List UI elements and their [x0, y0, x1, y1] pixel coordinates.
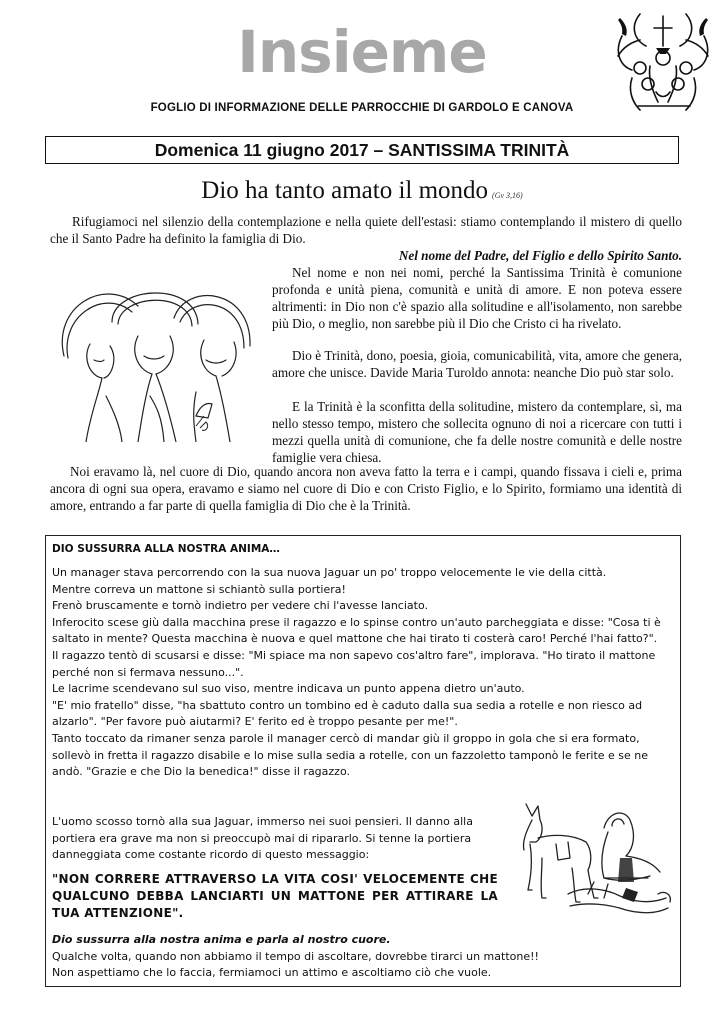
- article-paragraph-4: E la Trinità è la sconfitta della solitudine, mistero da contemplare, sì, ma nello stesso tempo, mistero che sollecita ognuno di noi a ricercare con tutti i mezzi quella unità di comunione, che fa delle nostre comunità e delle nostre famiglie vera chiesa.: [272, 399, 682, 466]
- article-paragraph-5: Noi eravamo là, nel cuore di Dio, quando ancora non aveva fatto la terra e i campi, quando fissava i cieli e, prima ancora di ogni sua opera, eravamo e siamo nel cuore di Dio e con Cristo Figlio, e lo Spirito, formiamo una identità di amore, entrando a far parte di quella famiglia di Dio che è la Trinità.: [50, 464, 682, 514]
- story-line: Tanto toccato da rimaner senza parole il manager cercò di mandar giù il groppo in gola che si era formato, sollevò in fretta il ragazzo disabile e lo mise sulla sedia a rotelle, con un fazzoletto tamponò le ferite e se ne andò. "Grazie e che Dio la benedica!" disse il ragazzo.: [52, 731, 649, 779]
- trinity-drawing: [46, 266, 262, 442]
- story-aftermath-text: L'uomo scosso tornò alla sua Jaguar, immerso nei suoi pensieri. Il danno alla portiera era grave ma non si preoccupò mai di ripararlo. Si tenne la portiera danneggiata come costante ricordo di questo messaggio:: [52, 815, 473, 862]
- article-title: [0, 176, 724, 211]
- article-paragraph-3: Dio è Trinità, dono, poesia, gioia, comunicabilità, vita, amore che genera, amore che unisce. Davide Maria Turoldo annota: neanche Dio può star solo.: [272, 348, 682, 381]
- parish-logo-icon: [610, 6, 716, 114]
- story-line: "E' mio fratello" disse, "ha sbattuto contro un tombino ed è caduto dalla sua sedia a rotelle e non riesco ad alzarlo". "Per favore può aiutarmi? E' ferito ed è troppo pesante per me!".: [52, 698, 643, 729]
- story-ending-emphasis: Dio sussurra alla nostra anima e parla al nostro cuore.: [52, 933, 391, 946]
- story-ending-line: Non aspettiamo che lo faccia, fermiamoci un attimo e ascoltiamo ciò che vuole.: [52, 966, 492, 980]
- story-line: Le lacrime scendevano sul suo viso, mentre indicava un punto appena dietro un'auto.: [52, 682, 525, 696]
- article-paragraph-2: Nel nome e non nei nomi, perché la Santissima Trinità è comunione profonda e unità piena, comunità e unità di amore. E non poteva essere altrimenti: in Dio non c'è spazio alla solitudine e all'isolamento, non sarebbe più Dio, o meglio, non sarebbe più il Dio che Cristo ci ha rivelato.: [272, 265, 682, 332]
- story-line: Un manager stava percorrendo con la sua nuova Jaguar un po' troppo velocemente le vie della città.: [52, 566, 607, 579]
- story-line: Inferocito scese giù dalla macchina prese il ragazzo e lo spinse contro un'auto parcheggiata e disse: "Cosa ti è saltato in mente? Questa macchina è nuova e quel mattone che hai tirato ti costerà caro! Perché l'hai fatto?".: [52, 615, 661, 646]
- story-line: Il ragazzo tentò di scusarsi e disse: "Mi spiace ma non sapevo cos'altro fare", implorava. "Ho tirato il mattone perché non si fermava nessuno...".: [52, 648, 656, 679]
- article-title-text: Dio ha tanto amato il mondo: [201, 177, 489, 204]
- article-subheading: Nel nome del Padre, del Figlio e dello Spirito Santo.: [398, 248, 682, 263]
- story-box: [45, 535, 681, 987]
- story-aftermath: [52, 814, 504, 864]
- story-line: Mentre correva un mattone si schiantò sulla portiera!: [52, 582, 346, 596]
- newsletter-title: Insieme: [237, 18, 487, 86]
- masthead: [0, 0, 724, 130]
- story-ending: [52, 932, 672, 982]
- scripture-reference: (Gv 3,16): [492, 191, 523, 200]
- newsletter-subtitle: FOGLIO DI INFORMAZIONE DELLE PARROCCHIE DI GARDOLO E CANOVA: [150, 102, 574, 114]
- story-quote: "NON CORRERE ATTRAVERSO LA VITA COSI' VELOCEMENTE CHE QUALCUNO DEBBA LANCIARTI UN MATTONE PER ATTIRARE LA TUA ATTENZIONE".: [52, 872, 498, 920]
- article-intro: Rifugiamoci nel silenzio della contemplazione e nella quiete dell'estasi: stiamo contemplando il mistero di quello che il Santo Padre ha definito la famiglia di Dio.: [50, 214, 682, 247]
- story-title: DIO SUSSURRA ALLA NOSTRA ANIMA…: [52, 543, 280, 555]
- story-line: Frenò bruscamente e tornò indietro per vedere chi l'avesse lanciato.: [52, 599, 428, 613]
- good-samaritan-drawing: [508, 798, 676, 922]
- story-ending-line: Qualche volta, quando non abbiamo il tempo di ascoltare, dovrebbe tirarci un mattone!!: [52, 949, 539, 963]
- story-body: [52, 565, 672, 781]
- date-banner: Domenica 11 giugno 2017 – SANTISSIMA TRINITÀ: [45, 136, 679, 164]
